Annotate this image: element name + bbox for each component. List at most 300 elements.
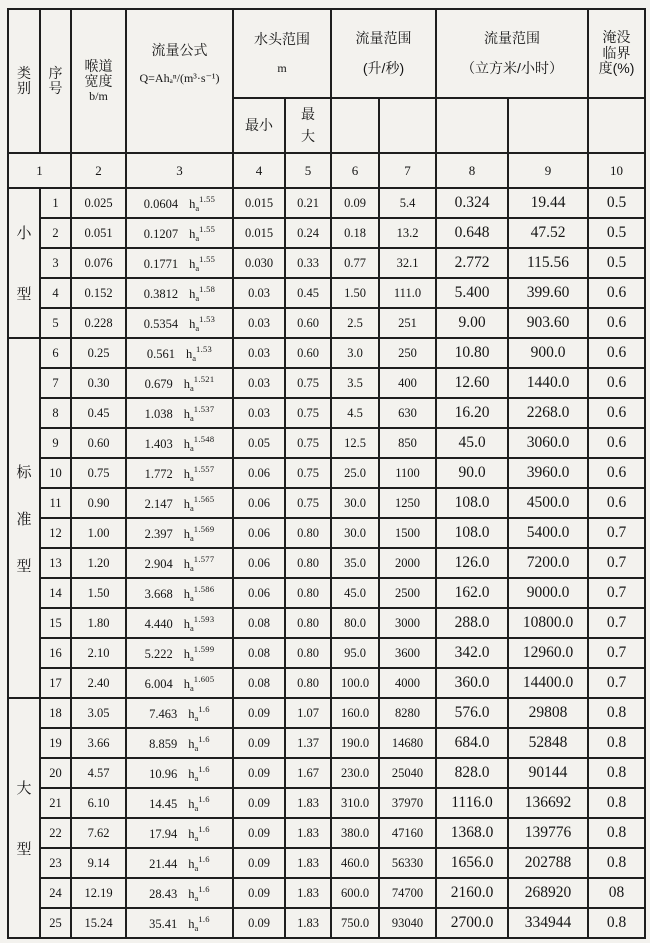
- header-row-column-numbers: [8, 153, 645, 188]
- header-serial-line1: 序: [48, 64, 63, 81]
- cell-flow-lps-min: 100.0: [331, 668, 379, 698]
- table-row: [8, 638, 645, 668]
- cell-head-max: 0.45: [285, 278, 331, 308]
- cell-flow-formula: [126, 368, 233, 398]
- cell-flow-m3h-min: 162.0: [436, 578, 508, 608]
- table-row: [8, 578, 645, 608]
- formula-exponent: 1.6: [198, 883, 210, 894]
- cell-flow-formula: [126, 188, 233, 218]
- cell-serial-number: 23: [40, 848, 71, 878]
- cell-flow-m3h-min: 9.00: [436, 308, 508, 338]
- cell-flow-lps-min: 230.0: [331, 758, 379, 788]
- cell-throat-width: 4.57: [71, 758, 126, 788]
- formula-ha-symbol: $h_a^{1.586}$: [183, 583, 215, 603]
- formula-ha-symbol: $h_a^{1.55}$: [189, 253, 216, 273]
- column-number-6: 6: [331, 153, 379, 188]
- table-row: [8, 248, 645, 278]
- cell-flow-formula: [126, 338, 233, 368]
- cell-head-max: 1.83: [285, 848, 331, 878]
- category-cell: [8, 338, 40, 698]
- cell-flow-lps-max: 13.2: [379, 218, 436, 248]
- cell-flow-formula: [126, 908, 233, 938]
- cell-flow-formula: [126, 788, 233, 818]
- cell-head-min: 0.08: [233, 608, 285, 638]
- cell-head-max: 0.75: [285, 368, 331, 398]
- cell-head-min: 0.03: [233, 308, 285, 338]
- cell-submergence-degree: 0.7: [588, 578, 645, 608]
- cell-flow-m3h-min: 2700.0: [436, 908, 508, 938]
- table-row: [8, 488, 645, 518]
- cell-throat-width: 1.00: [71, 518, 126, 548]
- formula-exponent: 1.6: [198, 793, 210, 804]
- cell-flow-m3h-min: 16.20: [436, 398, 508, 428]
- cell-flow-lps-min: 310.0: [331, 788, 379, 818]
- cell-throat-width: 0.076: [71, 248, 126, 278]
- cell-flow-formula: [126, 248, 233, 278]
- cell-head-min: 0.030: [233, 248, 285, 278]
- cell-head-max: 0.80: [285, 578, 331, 608]
- cell-throat-width: 0.75: [71, 458, 126, 488]
- cell-serial-number: 6: [40, 338, 71, 368]
- cell-head-max: 0.60: [285, 308, 331, 338]
- header-flow-range-m3h: [436, 9, 588, 98]
- cell-flow-formula: [126, 458, 233, 488]
- formula-coefficient: 21.44: [149, 856, 178, 871]
- formula-ha-symbol: $h_a^{1.6}$: [188, 763, 210, 783]
- formula-coefficient: 1.772: [144, 466, 173, 481]
- cell-submergence-degree: 0.6: [588, 428, 645, 458]
- formula-coefficient: 28.43: [149, 886, 178, 901]
- cell-flow-formula: [126, 758, 233, 788]
- cell-submergence-degree: 0.7: [588, 518, 645, 548]
- formula-exponent: 1.55: [199, 253, 216, 264]
- cell-submergence-degree: 0.8: [588, 698, 645, 728]
- cell-flow-lps-min: 25.0: [331, 458, 379, 488]
- header-flow-m3h-unit: （立方米/小时）: [461, 59, 563, 76]
- cell-serial-number: 13: [40, 548, 71, 578]
- cell-flow-m3h-min: 342.0: [436, 638, 508, 668]
- header-head-range: [233, 9, 331, 98]
- formula-exponent: 1.53: [199, 313, 216, 324]
- formula-ha-symbol: $h_a^{1.521}$: [183, 373, 215, 393]
- cell-submergence-degree: 0.8: [588, 788, 645, 818]
- cell-flow-lps-min: 3.5: [331, 368, 379, 398]
- cell-throat-width: 0.60: [71, 428, 126, 458]
- cell-flow-lps-max: 850: [379, 428, 436, 458]
- cell-throat-width: 0.152: [71, 278, 126, 308]
- cell-flow-m3h-max: 19.44: [508, 188, 588, 218]
- cell-flow-m3h-max: 9000.0: [508, 578, 588, 608]
- cell-flow-lps-min: 160.0: [331, 698, 379, 728]
- cell-submergence-degree: 0.6: [588, 488, 645, 518]
- cell-head-min: 0.03: [233, 338, 285, 368]
- cell-head-max: 0.80: [285, 548, 331, 578]
- formula-coefficient: 2.397: [144, 526, 173, 541]
- cell-throat-width: 15.24: [71, 908, 126, 938]
- formula-exponent: 1.548: [193, 433, 215, 444]
- formula-exponent: 1.55: [199, 193, 216, 204]
- cell-serial-number: 12: [40, 518, 71, 548]
- cell-head-max: 0.33: [285, 248, 331, 278]
- formula-coefficient: 1.403: [144, 436, 173, 451]
- cell-serial-number: 8: [40, 398, 71, 428]
- formula-exponent: 1.577: [193, 553, 215, 564]
- cell-head-min: 0.06: [233, 488, 285, 518]
- cell-flow-m3h-max: 14400.0: [508, 668, 588, 698]
- cell-flow-lps-max: 32.1: [379, 248, 436, 278]
- header-category-line2: 别: [17, 80, 31, 96]
- formula-coefficient: 14.45: [149, 796, 178, 811]
- cell-head-min: 0.06: [233, 518, 285, 548]
- table-row: [8, 308, 645, 338]
- cell-flow-m3h-min: 2.772: [436, 248, 508, 278]
- cell-flow-lps-max: 5.4: [379, 188, 436, 218]
- cell-head-max: 0.75: [285, 398, 331, 428]
- cell-head-min: 0.08: [233, 668, 285, 698]
- formula-ha-symbol: $h_a^{1.599}$: [183, 643, 215, 663]
- header-empty-cell-m3h-max: [508, 98, 588, 153]
- cell-flow-m3h-max: 12960.0: [508, 638, 588, 668]
- cell-serial-number: 24: [40, 878, 71, 908]
- cell-head-min: 0.09: [233, 908, 285, 938]
- cell-flow-lps-max: 1250: [379, 488, 436, 518]
- header-empty-cell-lps-max: [379, 98, 436, 153]
- cell-flow-formula: [126, 428, 233, 458]
- category-char: 大: [16, 780, 32, 797]
- cell-flow-lps-max: 4000: [379, 668, 436, 698]
- cell-throat-width: 0.025: [71, 188, 126, 218]
- cell-head-max: 1.83: [285, 878, 331, 908]
- cell-throat-width: 12.19: [71, 878, 126, 908]
- cell-head-min: 0.015: [233, 218, 285, 248]
- formula-exponent: 1.593: [193, 613, 215, 624]
- cell-serial-number: 1: [40, 188, 71, 218]
- cell-flow-lps-max: 8280: [379, 698, 436, 728]
- cell-throat-width: 0.25: [71, 338, 126, 368]
- formula-ha-symbol: $h_a^{1.58}$: [189, 283, 216, 303]
- formula-coefficient: 8.859: [149, 736, 178, 751]
- cell-submergence-degree: 0.7: [588, 548, 645, 578]
- formula-exponent: 1.557: [193, 463, 215, 474]
- table-body: [8, 188, 645, 938]
- category-char: 型: [16, 286, 32, 303]
- cell-flow-lps-min: 1.50: [331, 278, 379, 308]
- cell-flow-m3h-min: 2160.0: [436, 878, 508, 908]
- cell-flow-m3h-min: 0.648: [436, 218, 508, 248]
- formula-ha-symbol: $h_a^{1.6}$: [188, 853, 210, 873]
- cell-flow-m3h-min: 684.0: [436, 728, 508, 758]
- formula-ha-symbol: $h_a^{1.6}$: [188, 913, 210, 933]
- cell-flow-m3h-max: 1440.0: [508, 368, 588, 398]
- cell-serial-number: 21: [40, 788, 71, 818]
- formula-exponent: 1.6: [198, 703, 210, 714]
- cell-flow-lps-min: 750.0: [331, 908, 379, 938]
- header-head-range-unit: m: [277, 60, 287, 75]
- cell-throat-width: 1.50: [71, 578, 126, 608]
- cell-head-min: 0.05: [233, 428, 285, 458]
- cell-flow-formula: [126, 698, 233, 728]
- cell-flow-m3h-min: 108.0: [436, 518, 508, 548]
- table-row: [8, 698, 645, 728]
- cell-flow-lps-max: 47160: [379, 818, 436, 848]
- cell-flow-lps-max: 3000: [379, 608, 436, 638]
- column-number-9: 9: [508, 153, 588, 188]
- cell-head-max: 1.37: [285, 728, 331, 758]
- cell-flow-m3h-min: 1656.0: [436, 848, 508, 878]
- cell-flow-m3h-min: 45.0: [436, 428, 508, 458]
- table-row: [8, 848, 645, 878]
- formula-ha-symbol: $h_a^{1.569}$: [183, 523, 215, 543]
- header-head-max-line2: 大: [301, 127, 315, 144]
- header-formula-expression: Q=Ahₐⁿ/(m³·s⁻¹): [139, 71, 220, 86]
- cell-throat-width: 9.14: [71, 848, 126, 878]
- cell-flow-m3h-max: 334944: [508, 908, 588, 938]
- cell-serial-number: 11: [40, 488, 71, 518]
- cell-flow-formula: [126, 278, 233, 308]
- formula-coefficient: 0.0604: [143, 196, 179, 211]
- formula-ha-symbol: $h_a^{1.55}$: [189, 193, 216, 213]
- cell-flow-lps-max: 1500: [379, 518, 436, 548]
- cell-flow-formula: [126, 668, 233, 698]
- cell-serial-number: 7: [40, 368, 71, 398]
- cell-flow-m3h-min: 288.0: [436, 608, 508, 638]
- cell-serial-number: 5: [40, 308, 71, 338]
- formula-coefficient: 17.94: [149, 826, 178, 841]
- cell-flow-m3h-max: 3960.0: [508, 458, 588, 488]
- cell-serial-number: 3: [40, 248, 71, 278]
- cell-flow-m3h-max: 202788: [508, 848, 588, 878]
- cell-flow-m3h-max: 139776: [508, 818, 588, 848]
- formula-exponent: 1.6: [198, 823, 210, 834]
- cell-flow-lps-max: 25040: [379, 758, 436, 788]
- cell-throat-width: 1.80: [71, 608, 126, 638]
- cell-head-min: 0.09: [233, 788, 285, 818]
- cell-flow-m3h-min: 0.324: [436, 188, 508, 218]
- formula-coefficient: 0.3812: [143, 286, 179, 301]
- header-head-range-title: 水头范围: [254, 31, 310, 48]
- cell-flow-m3h-min: 108.0: [436, 488, 508, 518]
- formula-ha-symbol: $h_a^{1.55}$: [189, 223, 216, 243]
- formula-ha-symbol: $h_a^{1.6}$: [188, 703, 210, 723]
- cell-flow-formula: [126, 218, 233, 248]
- header-empty-cell-lps-min: [331, 98, 379, 153]
- formula-exponent: 1.569: [193, 523, 215, 534]
- cell-head-min: 0.06: [233, 458, 285, 488]
- cell-flow-m3h-min: 360.0: [436, 668, 508, 698]
- cell-throat-width: 3.66: [71, 728, 126, 758]
- header-empty-cell-submergence: [588, 98, 645, 153]
- cell-flow-lps-max: 3600: [379, 638, 436, 668]
- cell-head-min: 0.09: [233, 728, 285, 758]
- table-row: [8, 368, 645, 398]
- formula-coefficient: 35.41: [149, 916, 178, 931]
- cell-serial-number: 4: [40, 278, 71, 308]
- cell-submergence-degree: 0.8: [588, 908, 645, 938]
- cell-head-min: 0.09: [233, 698, 285, 728]
- cell-throat-width: 0.30: [71, 368, 126, 398]
- category-char: 标: [16, 463, 32, 481]
- cell-throat-width: 1.20: [71, 548, 126, 578]
- cell-flow-formula: [126, 518, 233, 548]
- cell-throat-width: 2.10: [71, 638, 126, 668]
- cell-submergence-degree: 0.6: [588, 368, 645, 398]
- cell-head-max: 0.80: [285, 668, 331, 698]
- formula-exponent: 1.6: [198, 763, 210, 774]
- formula-ha-symbol: $h_a^{1.565}$: [183, 493, 215, 513]
- cell-flow-lps-min: 380.0: [331, 818, 379, 848]
- header-flow-lps-title: 流量范围: [355, 30, 412, 47]
- cell-serial-number: 17: [40, 668, 71, 698]
- cell-head-max: 0.80: [285, 638, 331, 668]
- table-row: [8, 818, 645, 848]
- cell-submergence-degree: 0.6: [588, 308, 645, 338]
- formula-exponent: 1.6: [198, 853, 210, 864]
- formula-coefficient: 0.5354: [143, 316, 179, 331]
- formula-exponent: 1.599: [193, 643, 215, 654]
- formula-ha-symbol: $h_a^{1.6}$: [188, 883, 210, 903]
- cell-throat-width: 0.90: [71, 488, 126, 518]
- formula-exponent: 1.53: [196, 343, 213, 354]
- cell-head-max: 0.75: [285, 458, 331, 488]
- formula-coefficient: 0.679: [144, 376, 173, 391]
- cell-flow-lps-min: 600.0: [331, 878, 379, 908]
- cell-head-max: 0.80: [285, 608, 331, 638]
- cell-head-min: 0.06: [233, 548, 285, 578]
- cell-flow-lps-max: 2000: [379, 548, 436, 578]
- header-flow-m3h-title: 流量范围: [484, 30, 540, 47]
- cell-flow-m3h-min: 126.0: [436, 548, 508, 578]
- formula-coefficient: 2.147: [144, 496, 173, 511]
- formula-coefficient: 0.1771: [143, 256, 179, 271]
- header-flow-formula: [126, 9, 233, 153]
- cell-flow-lps-max: 14680: [379, 728, 436, 758]
- cell-flow-lps-min: 80.0: [331, 608, 379, 638]
- formula-ha-symbol: $h_a^{1.6}$: [188, 793, 210, 813]
- table-row: [8, 518, 645, 548]
- parshall-flume-spec-table: [7, 8, 646, 939]
- formula-ha-symbol: $h_a^{1.557}$: [183, 463, 215, 483]
- cell-submergence-degree: 0.6: [588, 338, 645, 368]
- category-char: 型: [16, 557, 32, 575]
- cell-flow-formula: [126, 488, 233, 518]
- cell-flow-m3h-max: 900.0: [508, 338, 588, 368]
- cell-submergence-degree: 0.5: [588, 218, 645, 248]
- header-serial-line2: 号: [48, 80, 63, 96]
- cell-flow-lps-min: 4.5: [331, 398, 379, 428]
- header-serial-number: [40, 9, 71, 153]
- cell-flow-formula: [126, 638, 233, 668]
- cell-submergence-degree: 0.5: [588, 188, 645, 218]
- cell-head-max: 0.75: [285, 488, 331, 518]
- column-number-1: 1: [8, 153, 71, 188]
- cell-flow-lps-min: 95.0: [331, 638, 379, 668]
- cell-submergence-degree: 0.7: [588, 638, 645, 668]
- table-row: [8, 668, 645, 698]
- cell-flow-lps-min: 0.09: [331, 188, 379, 218]
- category-char: 小: [16, 225, 32, 242]
- category-char: 准: [16, 510, 32, 528]
- table-row: [8, 428, 645, 458]
- cell-submergence-degree: 0.6: [588, 398, 645, 428]
- cell-serial-number: 19: [40, 728, 71, 758]
- cell-flow-lps-max: 56330: [379, 848, 436, 878]
- header-submergence-line2: 临界: [602, 44, 631, 61]
- header-head-min: 最小: [233, 98, 285, 153]
- cell-flow-lps-max: 74700: [379, 878, 436, 908]
- column-number-2: 2: [71, 153, 126, 188]
- cell-flow-lps-min: 30.0: [331, 488, 379, 518]
- cell-submergence-degree: 0.8: [588, 848, 645, 878]
- category-cell: [8, 188, 40, 338]
- formula-ha-symbol: $h_a^{1.53}$: [189, 313, 216, 333]
- formula-coefficient: 6.004: [144, 676, 173, 691]
- cell-head-min: 0.015: [233, 188, 285, 218]
- cell-flow-lps-min: 460.0: [331, 848, 379, 878]
- cell-flow-m3h-min: 90.0: [436, 458, 508, 488]
- cell-flow-formula: [126, 398, 233, 428]
- cell-flow-formula: [126, 578, 233, 608]
- table-header: [8, 9, 645, 188]
- cell-submergence-degree: 0.8: [588, 758, 645, 788]
- formula-exponent: 1.605: [193, 673, 215, 684]
- cell-serial-number: 2: [40, 218, 71, 248]
- cell-flow-formula: [126, 728, 233, 758]
- cell-submergence-degree: 08: [588, 878, 645, 908]
- cell-flow-formula: [126, 848, 233, 878]
- cell-flow-m3h-min: 10.80: [436, 338, 508, 368]
- cell-head-max: 1.83: [285, 908, 331, 938]
- cell-head-max: 1.83: [285, 818, 331, 848]
- cell-serial-number: 25: [40, 908, 71, 938]
- table-row: [8, 278, 645, 308]
- header-submergence-line1: 淹没: [602, 29, 631, 46]
- header-throat-line1: 喉道: [84, 58, 113, 75]
- cell-flow-lps-min: 45.0: [331, 578, 379, 608]
- header-row-main: [8, 9, 645, 98]
- cell-head-min: 0.09: [233, 818, 285, 848]
- formula-ha-symbol: $h_a^{1.6}$: [188, 823, 210, 843]
- cell-serial-number: 20: [40, 758, 71, 788]
- cell-submergence-degree: 0.7: [588, 668, 645, 698]
- cell-throat-width: 6.10: [71, 788, 126, 818]
- cell-head-max: 0.21: [285, 188, 331, 218]
- cell-serial-number: 10: [40, 458, 71, 488]
- cell-flow-m3h-max: 268920: [508, 878, 588, 908]
- formula-ha-symbol: $h_a^{1.605}$: [183, 673, 215, 693]
- formula-coefficient: 3.668: [144, 586, 173, 601]
- cell-flow-lps-min: 35.0: [331, 548, 379, 578]
- formula-exponent: 1.6: [198, 733, 210, 744]
- header-flow-range-lps: [331, 9, 436, 98]
- cell-flow-lps-max: 111.0: [379, 278, 436, 308]
- cell-submergence-degree: 0.6: [588, 278, 645, 308]
- cell-flow-formula: [126, 878, 233, 908]
- table-row: [8, 788, 645, 818]
- formula-ha-symbol: $h_a^{1.537}$: [183, 403, 215, 423]
- header-empty-cell-m3h-min: [436, 98, 508, 153]
- cell-throat-width: 7.62: [71, 818, 126, 848]
- cell-flow-m3h-max: 3060.0: [508, 428, 588, 458]
- formula-exponent: 1.55: [199, 223, 216, 234]
- cell-flow-m3h-max: 52848: [508, 728, 588, 758]
- column-number-3: 3: [126, 153, 233, 188]
- cell-head-max: 1.83: [285, 788, 331, 818]
- cell-flow-lps-min: 0.77: [331, 248, 379, 278]
- cell-head-max: 0.24: [285, 218, 331, 248]
- cell-flow-m3h-max: 47.52: [508, 218, 588, 248]
- column-number-4: 4: [233, 153, 285, 188]
- header-category-line1: 类: [17, 64, 31, 81]
